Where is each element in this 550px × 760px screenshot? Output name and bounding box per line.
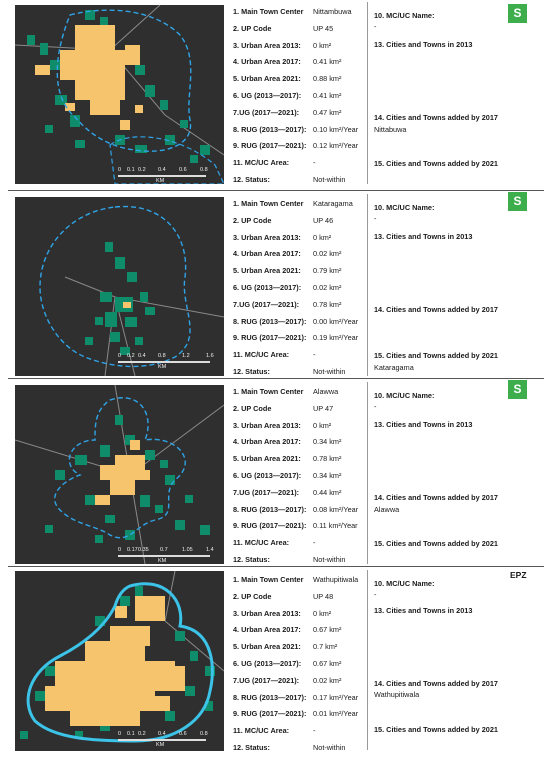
ua2021-value: 0.88 km² (313, 74, 342, 84)
label-ua2013: 3. Urban Area 2013: (233, 608, 301, 618)
mcuc-name-value: - (374, 214, 377, 223)
label-ug1721: 7.UG (2017—2021): (233, 299, 300, 309)
urban-map-1 (15, 5, 224, 184)
s-badge: S (508, 192, 527, 211)
town-panel-1 (0, 0, 550, 190)
scale-tick: 0.2 (138, 731, 146, 737)
ua2021-value: 0.79 km² (313, 266, 342, 276)
panel-separator (8, 566, 544, 567)
label-mcuc-name: 10. MC/UC Name: (374, 203, 435, 212)
main-town-value: Alawwa (313, 387, 339, 396)
label-ug1721: 7.UG (2017—2021): (233, 107, 300, 117)
label-towns-2017: 14. Cities and Towns added by 2017 (374, 305, 498, 314)
main-town-value: Wathupitiwala (313, 575, 359, 584)
scale-tick: 0.7 (160, 547, 168, 553)
scale-tick: 0.4 (158, 731, 166, 737)
label-rug1317: 8. RUG (2013—2017): (233, 124, 307, 134)
fields-col-2 (233, 199, 363, 384)
up-code-value: UP 48 (313, 591, 334, 601)
label-status: 12. Status: (233, 174, 270, 184)
ug1721-value: 0.47 km² (313, 107, 342, 117)
label-ug1721: 7.UG (2017—2021): (233, 487, 300, 497)
label-towns-2021: 15. Cities and Towns added by 2021 (374, 351, 498, 360)
column-divider (367, 570, 368, 750)
town-panel-3 (0, 380, 550, 568)
scale-tick: 0.4 (138, 353, 146, 359)
urban-map-4 (15, 571, 224, 751)
scale-tick: 1.4 (206, 547, 214, 553)
label-towns-2013: 13. Cities and Towns in 2013 (374, 232, 473, 241)
label-ua2017: 4. Urban Area 2017: (233, 625, 301, 635)
label-mcuc-area: 11. MC/UC Area: (233, 538, 290, 548)
main-town-value: Nittambuwa (313, 7, 352, 16)
rug1721-value: 0.19 km²/Year (313, 333, 359, 343)
map-graphic (15, 197, 224, 376)
scale-unit: KM (156, 742, 165, 748)
scale-tick: 0.1 (127, 731, 135, 737)
panel-separator (8, 378, 544, 379)
ug1721-value: 0.78 km² (313, 299, 342, 309)
status-value: Not-within (313, 174, 346, 184)
ug1317-value: 0.34 km² (313, 470, 342, 480)
label-status: 12. Status: (233, 366, 270, 376)
ug1721-value: 0.44 km² (313, 487, 342, 497)
scale-tick: 0.2 (127, 353, 135, 359)
label-rug1721: 9. RUG (2017—2021): (233, 709, 307, 719)
mcuc-name-value: - (374, 590, 377, 599)
mcuc-area-value: - (313, 350, 316, 360)
ua2013-value: 0 km² (313, 40, 332, 50)
scale-tick: 0.8 (200, 167, 208, 173)
label-mcuc-area: 11. MC/UC Area: (233, 350, 290, 360)
label-ug1317: 6. UG (2013—2017): (233, 658, 302, 668)
label-ua2021: 5. Urban Area 2021: (233, 266, 301, 276)
scale-tick: 0 (118, 167, 122, 173)
urban-map-3 (15, 385, 224, 564)
scale-tick: 0 (118, 353, 122, 359)
scale-tick: 1.6 (206, 353, 214, 359)
panel-separator (8, 190, 544, 191)
rug1317-value: 0.00 km²/Year (313, 316, 359, 326)
ua2021-value: 0.7 km² (313, 642, 338, 652)
label-main-town: 1. Main Town Center (233, 575, 304, 584)
label-towns-2013: 13. Cities and Towns in 2013 (374, 420, 473, 429)
map-graphic (15, 571, 224, 751)
rug1721-value: 0.11 km²/Year (313, 521, 358, 531)
rug1317-value: 0.10 km²/Year (313, 124, 359, 134)
label-up-code: 2. UP Code (233, 591, 272, 601)
label-ug1317: 6. UG (2013—2017): (233, 470, 302, 480)
ua2017-value: 0.02 km² (313, 249, 342, 259)
label-rug1317: 8. RUG (2013—2017): (233, 692, 307, 702)
label-towns-2021: 15. Cities and Towns added by 2021 (374, 539, 498, 548)
scale-unit: KM (158, 364, 167, 370)
s-badge: S (508, 4, 527, 23)
label-up-code: 2. UP Code (233, 23, 272, 33)
up-code-value: UP 47 (313, 403, 334, 413)
label-ua2013: 3. Urban Area 2013: (233, 232, 301, 242)
scale-tick: 0 (118, 547, 122, 553)
ua2017-value: 0.41 km² (313, 57, 342, 67)
label-mcuc-area: 11. MC/UC Area: (233, 726, 290, 736)
up-code-value: UP 46 (313, 215, 334, 225)
label-mcuc-name: 10. MC/UC Name: (374, 579, 435, 588)
rug1721-value: 0.12 km²/Year (313, 141, 359, 151)
label-ug1317: 6. UG (2013—2017): (233, 282, 302, 292)
status-value: Not-within (313, 366, 346, 376)
scale-tick: 1.05 (182, 547, 193, 553)
label-towns-2017: 14. Cities and Towns added by 2017 (374, 493, 498, 502)
main-town-value: Kataragama (313, 199, 353, 208)
ug1317-value: 0.41 km² (313, 90, 342, 100)
ua2013-value: 0 km² (313, 608, 332, 618)
town-panel-2 (0, 192, 550, 380)
label-mcuc-name: 10. MC/UC Name: (374, 11, 435, 20)
label-towns-2017: 14. Cities and Towns added by 2017 (374, 113, 498, 122)
label-up-code: 2. UP Code (233, 215, 272, 225)
label-towns-2013: 13. Cities and Towns in 2013 (374, 40, 473, 49)
urban-map-2 (15, 197, 224, 376)
label-ua2013: 3. Urban Area 2013: (233, 40, 301, 50)
scale-tick: 0.8 (158, 353, 166, 359)
scale-tick: 0.4 (158, 167, 166, 173)
ug1317-value: 0.02 km² (313, 282, 342, 292)
up-code-value: UP 45 (313, 23, 334, 33)
scale-unit: KM (158, 558, 167, 564)
scale-tick: 0 (118, 731, 122, 737)
ua2017-value: 0.34 km² (313, 437, 342, 447)
label-ua2017: 4. Urban Area 2017: (233, 437, 301, 447)
towns-2021-value: Kataragama (374, 363, 414, 372)
label-towns-2021: 15. Cities and Towns added by 2021 (374, 725, 498, 734)
label-status: 12. Status: (233, 742, 270, 752)
label-rug1721: 9. RUG (2017—2021): (233, 141, 307, 151)
label-ua2021: 5. Urban Area 2021: (233, 454, 301, 464)
label-up-code: 2. UP Code (233, 403, 272, 413)
scale-unit: KM (156, 178, 165, 184)
ua2013-value: 0 km² (313, 420, 332, 430)
column-divider (367, 382, 368, 564)
status-value: Not-within (313, 554, 346, 564)
ua2017-value: 0.67 km² (313, 625, 342, 635)
scale-tick: 0.1 (127, 167, 135, 173)
label-rug1721: 9. RUG (2017—2021): (233, 521, 307, 531)
label-ug1721: 7.UG (2017—2021): (233, 675, 300, 685)
fields-col-4 (233, 575, 363, 760)
label-ug1317: 6. UG (2013—2017): (233, 90, 302, 100)
mcuc-name-value: - (374, 402, 377, 411)
s-badge: S (508, 380, 527, 399)
label-main-town: 1. Main Town Center (233, 387, 304, 396)
scale-tick: 0.35 (138, 547, 149, 553)
mcuc-name-value: - (374, 22, 377, 31)
fields-col-1 (233, 7, 363, 192)
ua2013-value: 0 km² (313, 232, 332, 242)
label-ua2021: 5. Urban Area 2021: (233, 74, 301, 84)
label-towns-2013: 13. Cities and Towns in 2013 (374, 606, 473, 615)
label-status: 12. Status: (233, 554, 270, 564)
column-divider (367, 194, 368, 376)
scale-tick: 0.6 (179, 731, 187, 737)
label-main-town: 1. Main Town Center (233, 199, 304, 208)
mcuc-area-value: - (313, 158, 316, 168)
label-rug1721: 9. RUG (2017—2021): (233, 333, 307, 343)
mcuc-area-value: - (313, 538, 316, 548)
ug1721-value: 0.02 km² (313, 675, 342, 685)
ua2021-value: 0.78 km² (313, 454, 342, 464)
label-ua2017: 4. Urban Area 2017: (233, 249, 301, 259)
scale-tick: 1.2 (182, 353, 190, 359)
ug1317-value: 0.67 km² (313, 658, 342, 668)
scale-tick: 0.8 (200, 731, 208, 737)
label-rug1317: 8. RUG (2013—2017): (233, 504, 307, 514)
towns-2017-value: Wathupitiwala (374, 690, 420, 699)
towns-2017-value: Nittabuwa (374, 125, 407, 134)
status-value: Not-within (313, 742, 346, 752)
column-divider (367, 2, 368, 184)
rug1721-value: 0.01 km²/Year (313, 709, 359, 719)
label-mcuc-name: 10. MC/UC Name: (374, 391, 435, 400)
towns-2017-value: Alawwa (374, 505, 400, 514)
epz-label: EPZ (510, 570, 527, 580)
map-graphic (15, 385, 224, 564)
fields-col-3 (233, 387, 363, 572)
map-graphic (15, 5, 224, 184)
mcuc-area-value: - (313, 726, 316, 736)
label-towns-2017: 14. Cities and Towns added by 2017 (374, 679, 498, 688)
scale-tick: 0.2 (138, 167, 146, 173)
label-main-town: 1. Main Town Center (233, 7, 304, 16)
label-ua2013: 3. Urban Area 2013: (233, 420, 301, 430)
town-panel-4 (0, 568, 550, 754)
label-towns-2021: 15. Cities and Towns added by 2021 (374, 159, 498, 168)
label-ua2017: 4. Urban Area 2017: (233, 57, 301, 67)
label-mcuc-area: 11. MC/UC Area: (233, 158, 290, 168)
rug1317-value: 0.08 km²/Year (313, 504, 359, 514)
label-ua2021: 5. Urban Area 2021: (233, 642, 301, 652)
rug1317-value: 0.17 km²/Year (313, 692, 359, 702)
scale-tick: 0.6 (179, 167, 187, 173)
scale-tick: 0.17 (127, 547, 138, 553)
label-rug1317: 8. RUG (2013—2017): (233, 316, 307, 326)
